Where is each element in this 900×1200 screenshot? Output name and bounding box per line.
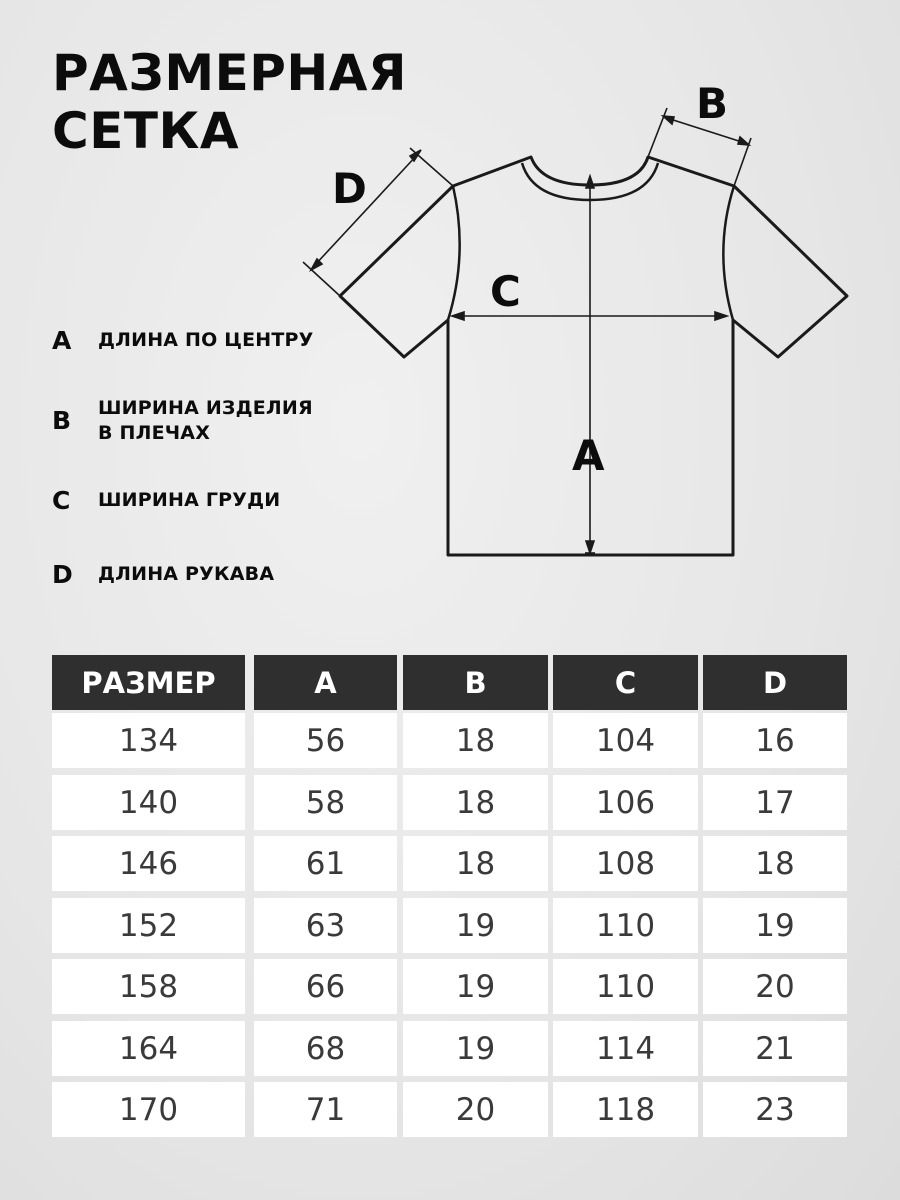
- arrow-b-tick-left: [648, 108, 667, 157]
- legend-letter-b: B: [52, 406, 72, 435]
- table-cell-a: 56: [254, 713, 397, 768]
- arrow-c-head-left: [452, 312, 464, 320]
- table-cell-size: 146: [52, 836, 245, 891]
- arrow-c-head-right: [715, 312, 727, 320]
- arrow-a-head-bottom: [586, 541, 594, 553]
- legend-letter-a: A: [52, 326, 72, 355]
- arrow-b-head-left: [663, 116, 674, 124]
- table-cell-d: 18: [703, 836, 847, 891]
- table-cell-b: 19: [403, 898, 548, 953]
- legend-item-a: [52, 328, 314, 354]
- legend-text-b: [98, 396, 313, 446]
- arrow-d-head-bottom: [311, 259, 322, 270]
- diagram-label-d: D: [332, 164, 367, 213]
- title-line-1: РАЗМЕРНАЯ: [52, 44, 407, 102]
- table-cell-b: 20: [403, 1082, 548, 1137]
- table-header-a: A: [254, 655, 397, 710]
- legend-text-b-line-1: ШИРИНА ИЗДЕЛИЯ: [98, 397, 313, 419]
- table-cell-size: 158: [52, 959, 245, 1014]
- arrow-d-tick-top: [410, 148, 453, 186]
- table-cell-d: 20: [703, 959, 847, 1014]
- table-cell-d: 23: [703, 1082, 847, 1137]
- table-cell-b: 18: [403, 775, 548, 830]
- table-cell-c: 114: [553, 1021, 698, 1076]
- legend-letter-d: D: [52, 560, 73, 589]
- table-header-size: РАЗМЕР: [52, 655, 245, 710]
- table-cell-a: 66: [254, 959, 397, 1014]
- legend-item-d: [52, 562, 274, 588]
- tshirt-outline: [340, 157, 847, 555]
- legend-item-b: [52, 396, 313, 446]
- arrow-b-head-right: [738, 137, 749, 145]
- table-cell-size: 170: [52, 1082, 245, 1137]
- table-cell-c: 104: [553, 713, 698, 768]
- table-cell-b: 18: [403, 836, 548, 891]
- legend-item-c: [52, 488, 280, 514]
- table-cell-c: 108: [553, 836, 698, 891]
- diagram-label-b: B: [696, 79, 729, 128]
- table-cell-size: 140: [52, 775, 245, 830]
- legend-text-d: ДЛИНА РУКАВА: [98, 563, 275, 585]
- table-cell-c: 110: [553, 898, 698, 953]
- table-cell-size: 152: [52, 898, 245, 953]
- table-cell-a: 63: [254, 898, 397, 953]
- legend-text-c: ШИРИНА ГРУДИ: [98, 489, 281, 511]
- diagram-label-a: A: [572, 431, 605, 480]
- table-cell-a: 68: [254, 1021, 397, 1076]
- table-cell-c: 110: [553, 959, 698, 1014]
- table-cell-b: 19: [403, 959, 548, 1014]
- table-header-c: C: [553, 655, 698, 710]
- table-cell-a: 71: [254, 1082, 397, 1137]
- table-cell-d: 21: [703, 1021, 847, 1076]
- table-header-d: D: [703, 655, 847, 710]
- table-cell-c: 106: [553, 775, 698, 830]
- table-cell-a: 61: [254, 836, 397, 891]
- table-cell-size: 134: [52, 713, 245, 768]
- table-cell-d: 19: [703, 898, 847, 953]
- table-cell-size: 164: [52, 1021, 245, 1076]
- table-cell-d: 17: [703, 775, 847, 830]
- title-line-2: СЕТКА: [52, 102, 240, 160]
- legend-text-a: ДЛИНА ПО ЦЕНТРУ: [98, 329, 314, 351]
- legend-text-b-line-2: В ПЛЕЧАХ: [98, 422, 211, 444]
- table-cell-b: 18: [403, 713, 548, 768]
- table-cell-d: 16: [703, 713, 847, 768]
- tshirt-armhole-right: [723, 186, 734, 320]
- legend-letter-c: C: [52, 486, 71, 515]
- table-header-b: B: [403, 655, 548, 710]
- table-cell-c: 118: [553, 1082, 698, 1137]
- arrow-d-tick-bottom: [303, 262, 340, 296]
- arrow-a-head-top: [586, 176, 594, 188]
- diagram-label-c: C: [490, 267, 521, 316]
- table-cell-a: 58: [254, 775, 397, 830]
- table-cell-b: 19: [403, 1021, 548, 1076]
- tshirt-armhole-left: [448, 186, 460, 320]
